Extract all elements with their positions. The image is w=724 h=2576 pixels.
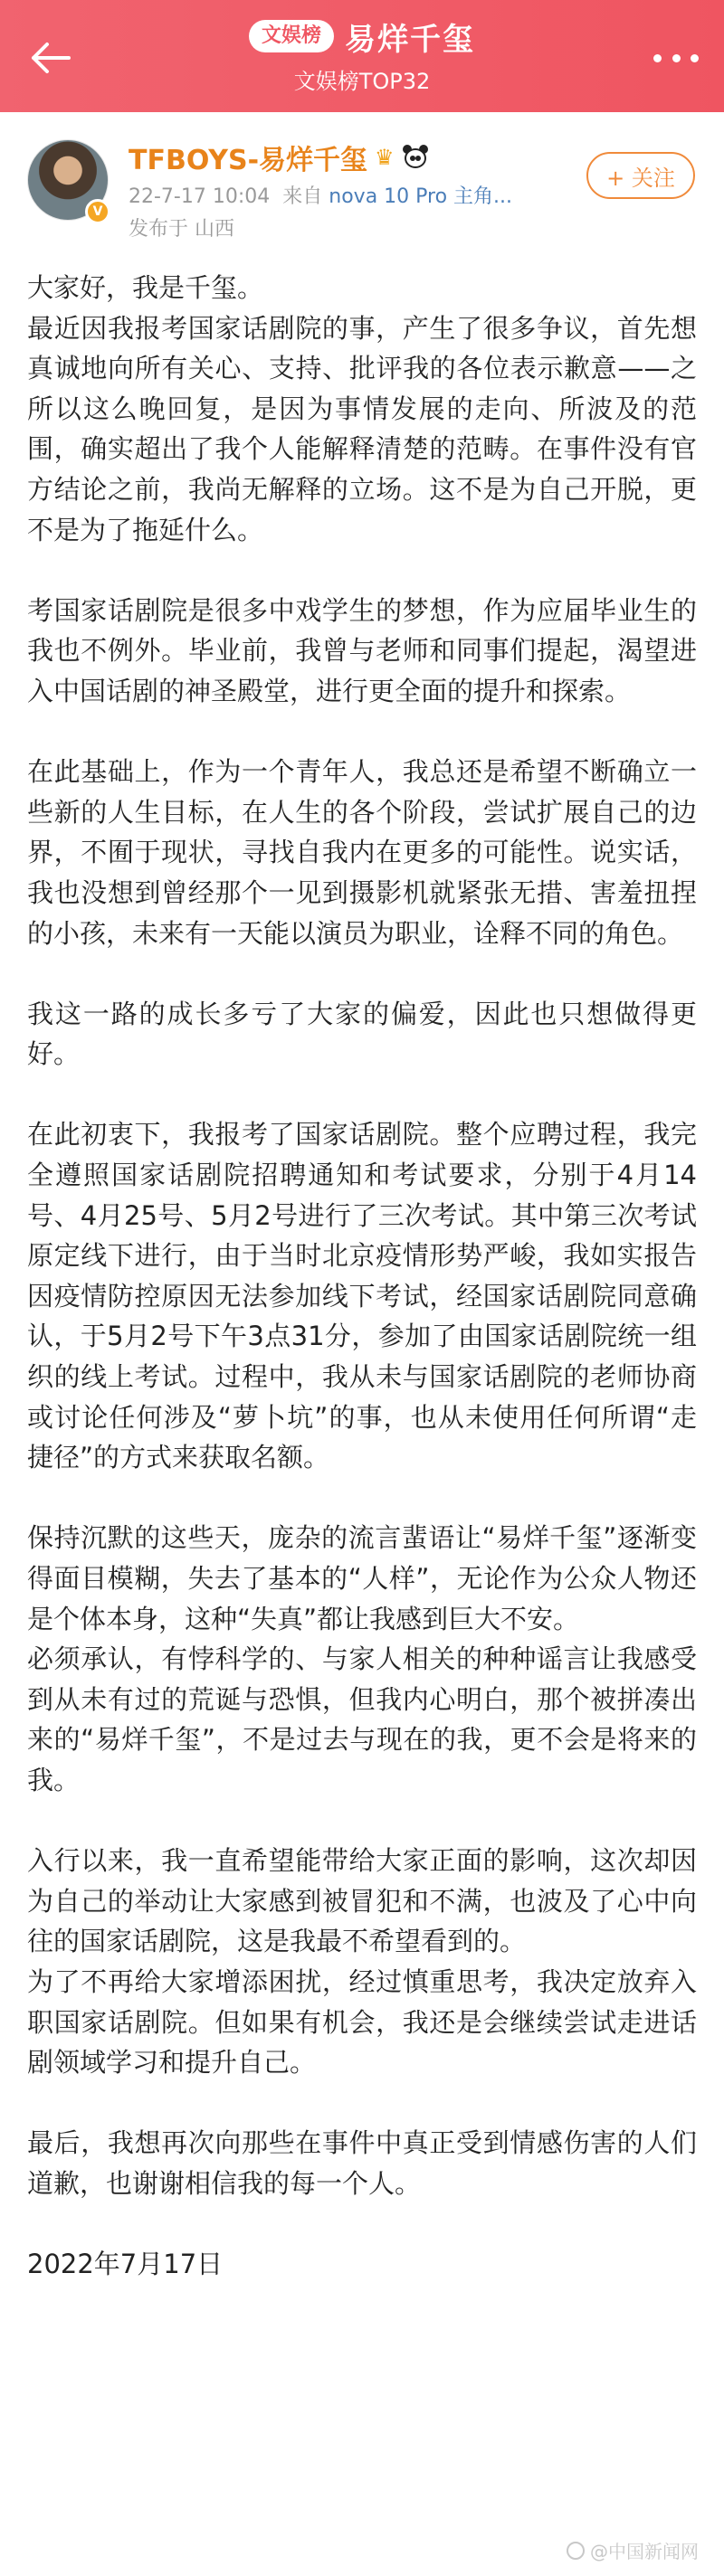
post-paragraph: 考国家话剧院是很多中戏学生的梦想，作为应届毕业生的我也不例外。毕业前，我曾与老师和同事们提起，渴望进入中国话剧的神圣殿堂，进行更全面的提升和探索。 [27,594,697,706]
post-paragraph: 必须承认，有悖科学的、与家人相关的种种谣言让我感受到从未有过的荒诞与恐惧，但我内心明白，那个被拼凑出来的“易烊千玺”，不是过去与现在的我，更不会是将来的我。 [27,1643,697,1795]
post-location: 发布于 山西 [129,218,234,241]
post-paragraph: 我这一路的成长多亏了大家的偏爱，因此也只想做得更好。 [27,998,697,1070]
post-paragraph: 保持沉默的这些天，庞杂的流言蜚语让“易烊千玺”逐渐变得面目模糊，失去了基本的“人样”，无论作为公众人物还是个体本身，这种“失真”都让我感到巨大不安。 [27,1522,697,1634]
watermark-text: @中国新闻网 [590,2541,699,2562]
post-paragraph: 大家好，我是千玺。 [27,272,264,303]
post-time: 22-7-17 10:04 [129,185,271,208]
post-content [27,268,697,2285]
post-paragraph: 在此基础上，作为一个青年人，我总还是希望不断确立一些新的人生目标，在人生的各个阶段，尝试扩展自己的边界，不囿于现状，寻找自我内在更多的可能性。说实话，我也没想到曾经那个一见到摄影机就紧张无措、害羞扭捏的小孩，未来有一天能以演员为职业，诠释不同的角色。 [27,756,697,949]
post-paragraph: 最近因我报考国家话剧院的事，产生了很多争议，首先想真诚地向所有关心、支持、批评我的各位表示歉意——之所以这么晚回复，是因为事情发展的走向、所波及的范围，确实超出了我个人能解释清楚的范畴。在事件没有官方结论之前，我尚无解释的立场。这不是为自己开脱，更不是为了拖延什么。 [27,312,697,545]
more-dot-icon [672,54,681,62]
post-paragraph: 入行以来，我一直希望能带给大家正面的影响，这次却因为自己的举动让大家感到被冒犯和不满，也波及了心中向往的国家话剧院，这是我最不希望看到的。 [27,1845,697,1957]
post-author[interactable] [129,137,429,177]
post-card [0,112,724,2576]
from-label: 来自 [282,185,323,208]
post-paragraph: 最后，我想再次向那些在事件中真正受到情感伤害的人们道歉，也谢谢相信我的每一个人。 [27,2127,697,2199]
more-dot-icon [691,54,699,62]
panda-icon [402,145,429,170]
more-dot-icon [653,54,662,62]
more-options-button[interactable] [653,38,699,78]
post-date: 2022年7月17日 [27,2249,224,2280]
post-paragraph: 为了不再给大家增添困扰，经过慎重思考，我决定放弃入职国家话剧院。但如果有机会，我还是会继续尝试走进话剧领域学习和提升自己。 [27,1965,697,2079]
ranking-badge[interactable]: 文娱榜 [249,20,334,52]
header-title-row [0,16,724,56]
top-header [0,0,724,112]
weibo-icon [567,2542,585,2560]
username-text[interactable]: TFBOYS-易烊千玺 [129,145,368,176]
device-link[interactable]: nova 10 Pro 主角... [329,185,513,208]
page-title: 易烊千玺 [345,21,475,58]
crown-icon: ♛ [375,145,395,170]
verified-v-icon: V [85,199,110,224]
follow-button[interactable]: + 关注 [586,152,695,199]
post-paragraph: 在此初衷下，我报考了国家话剧院。整个应聘过程，我完全遵照国家话剧院招聘通知和考试要求，分别于4月14号、4月25号、5月2号进行了三次考试。其中第三次考试原定线下进行，由于当时北京疫情形势严峻，我如实报告因疫情防控原因无法参加线下考试，经国家话剧院同意确认，于5月2号下午3点31分，参加了由国家话剧院统一组织的线上考试。过程中，我从未与国家话剧院的老师协商或讨论任何涉及“萝卜坑”的事，也从未使用任何所谓“走捷径”的方式来获取名额。 [27,1119,697,1473]
ranking-subtitle[interactable]: 文娱榜TOP32 [293,69,431,94]
post-meta [129,181,554,209]
watermark [567,2537,699,2563]
